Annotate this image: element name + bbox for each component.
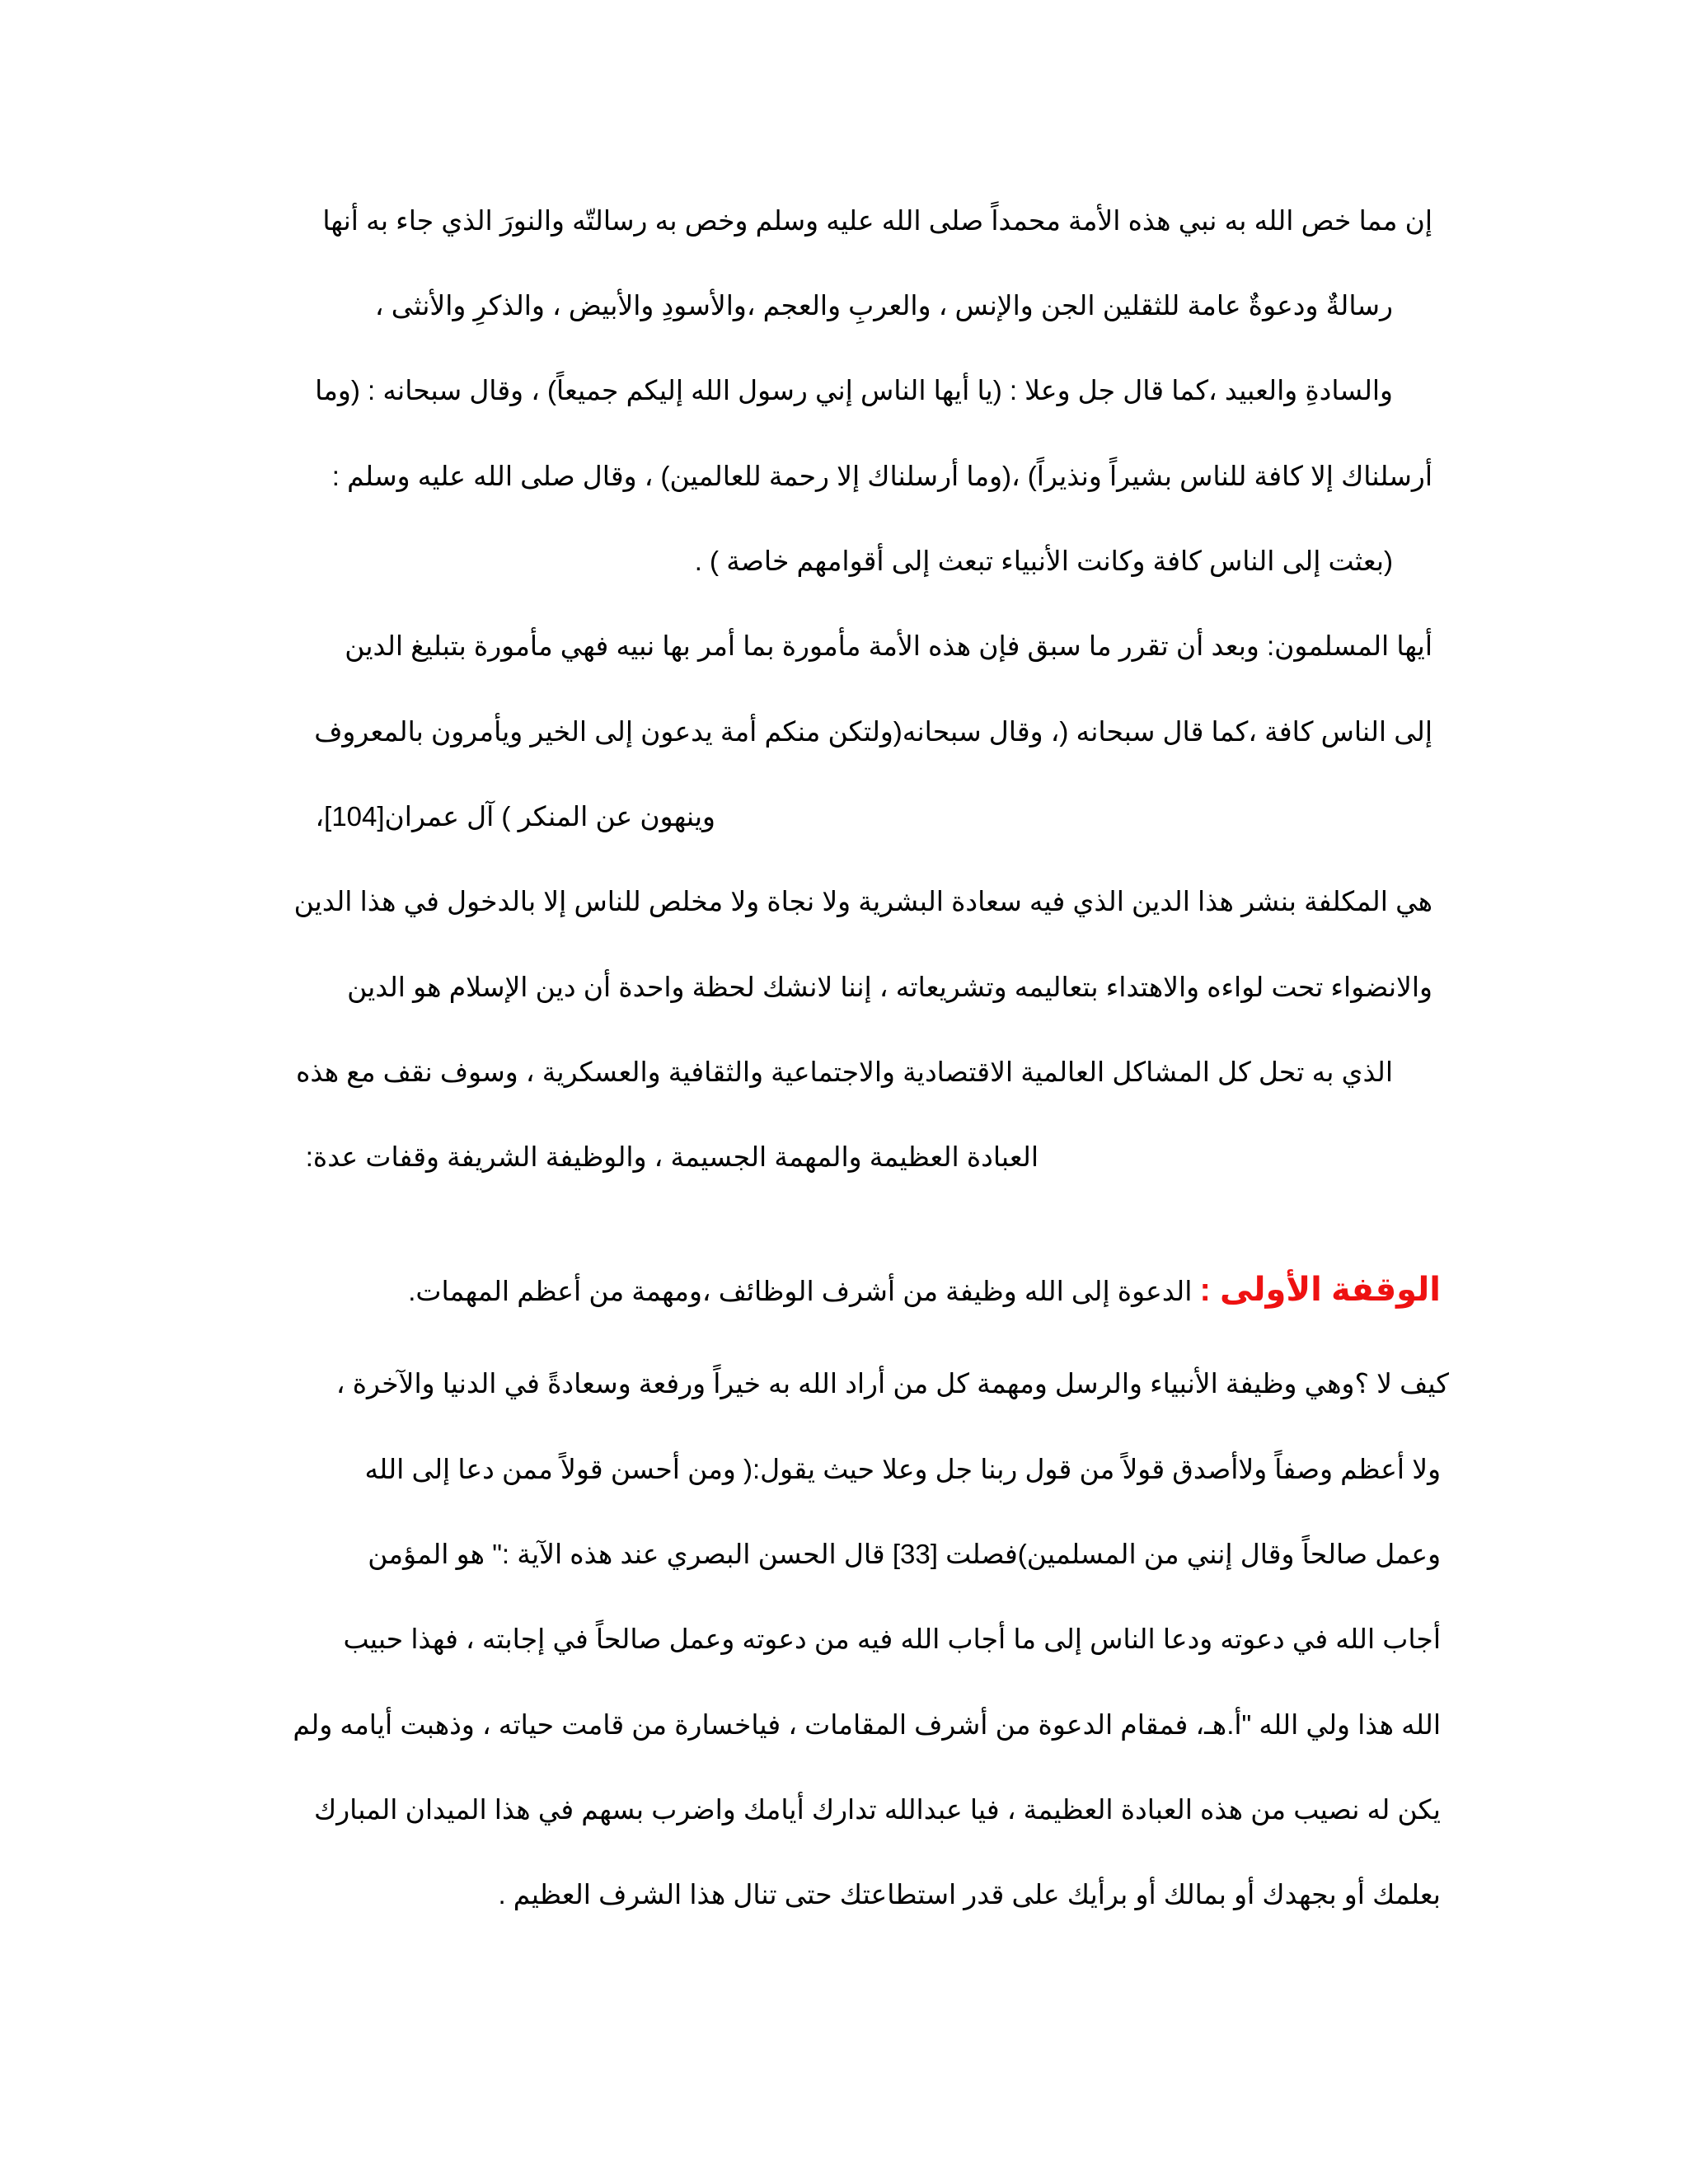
text-line: يكن له نصيب من هذه العبادة العظيمة ، فيا عبدالله تدارك أيامك واضرب بسهم في هذا الميدان المبارك [314,1794,1441,1825]
text-line: الذي به تحل كل المشاكل العالمية الاقتصادية والاجتماعية والثقافية والعسكرية ، وسوف نقف مع هذه [296,1057,1393,1087]
section-intro: الدعوة إلى الله وظيفة من أشرف الوظائف ،ومهمة من أعظم المهمات. [408,1276,1193,1306]
text-line: هي المكلفة بنشر هذا الدين الذي فيه سعادة البشرية ولا نجاة ولا مخلص للناس إلا بالدخول في هذا الدين [293,886,1432,916]
text-line: الله هذا ولي الله "أ.هـ، فمقام الدعوة من أشرف المقامات ، فياخسارة من قامت حياته ، وذهبت أيامه ولم [293,1709,1441,1740]
section-title: الوقفة الأولى : [1199,1272,1441,1308]
text-line: أيها المسلمون: وبعد أن تقرر ما سبق فإن هذه الأمة مأمورة بما أمر بها نبيه فهي مأمورة بتبليغ الدين [345,630,1432,661]
text-line: والانضواء تحت لواءه والاهتداء بتعاليمه وتشريعاته ، إننا لانشك لحظة واحدة أن دين الإسلام هو الدين [347,972,1432,1002]
text-line: إن مما خص الله به نبي هذه الأمة محمداً صلى الله عليه وسلم وخص به رسالتّه والنورَ الذي جاء به أنها [322,205,1432,236]
text-line: بعلمك أو بجهدك أو بمالك أو برأيك على قدر استطاعتك حتى تنال هذا الشرف العظيم . [498,1879,1441,1910]
text-line: ولا أعظم وصفاً ولاأصدق قولاً من قول ربنا جل وعلا حيث يقول:( ومن أحسن قولاً ممن دعا إلى الله [364,1454,1441,1484]
text-line: إلى الناس كافة ،كما قال سبحانه (، وقال سبحانه(ولتكن منكم أمة يدعون إلى الخير ويأمرون بالمعروف [314,716,1432,747]
text-line: أرسلناك إلا كافة للناس بشيراً ونذيراً) ،(وما أرسلناك إلا رحمة للعالمين) ، وقال صلى الله عليه وسلم : [331,461,1432,491]
text-line: أجاب الله في دعوته ودعا الناس إلى ما أجاب الله فيه من دعوته وعمل صالحاً في إجابته ، فهذا حبيب [343,1624,1441,1654]
text-line: وينهون عن المنكر ) آل عمران[104]، [315,801,715,832]
text-line: رسالةٌ ودعوةٌ عامة للثقلين الجن والإنس ، والعربِ والعجم ،والأسودِ والأبيض ، والذكرِ والأنثى ، [374,290,1393,321]
text-line: كيف لا ؟وهي وظيفة الأنبياء والرسل ومهمة كل من أراد الله به خيراً ورفعة وسعادةً في الدنيا والآخرة ، [335,1368,1449,1399]
text-line: (بعثت إلى الناس كافة وكانت الأنبياء تبعث إلى أقوامهم خاصة ) . [694,546,1393,576]
text-line: والسادةِ والعبيد ،كما قال جل وعلا : (يا أيها الناس إني رسول الله إليكم جميعاً) ، وقال سبحانه : (وما [315,375,1393,405]
text-line: العبادة العظيمة والمهمة الجسيمة ، والوظيفة الشريفة وقفات عدة: [305,1141,1039,1172]
text-line: وعمل صالحاً وقال إنني من المسلمين)فصلت [33] قال الحسن البصري عند هذه الآية :" هو المؤمن [368,1539,1441,1569]
section-heading [408,1272,1441,1309]
